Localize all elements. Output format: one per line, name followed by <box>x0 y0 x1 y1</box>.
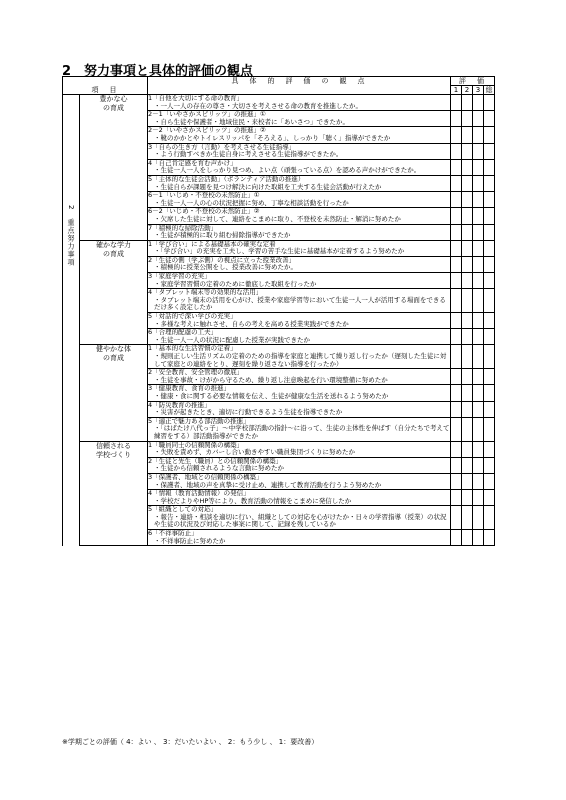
eval-cell[interactable] <box>484 385 495 401</box>
eval-cell[interactable] <box>484 289 495 313</box>
eval-cell[interactable] <box>462 313 473 329</box>
viewpoint-heading: 4「自己肯定感を育む声かけ」 <box>148 159 237 167</box>
eval-cell[interactable] <box>451 240 462 256</box>
eval-cell[interactable] <box>484 313 495 329</box>
eval-cell[interactable] <box>484 329 495 345</box>
viewpoint-cell <box>148 256 451 272</box>
viewpoint-detail: ・生徒を事故・けがから守るため、繰り返し注意喚起を行い環境整備に努めたか <box>154 375 388 384</box>
eval-cell[interactable] <box>462 240 473 256</box>
eval-cell[interactable] <box>473 240 484 256</box>
viewpoint-cell <box>148 457 451 473</box>
header-eval: 評 価 <box>451 77 495 86</box>
viewpoint-cell <box>148 143 451 159</box>
viewpoint-heading: 5「主体的な生徒会活動」（ボランティア活動の推進） <box>148 175 305 183</box>
eval-cell[interactable] <box>484 175 495 191</box>
eval-cell[interactable] <box>484 224 495 240</box>
category-label: 健やかな体 の育成 <box>96 345 131 363</box>
eval-cell[interactable] <box>473 143 484 159</box>
eval-cell[interactable] <box>462 457 473 473</box>
eval-cell[interactable] <box>484 192 495 208</box>
eval-cell[interactable] <box>451 417 462 441</box>
eval-cell[interactable] <box>484 240 495 256</box>
viewpoint-heading: 3「健康教育、食育の推進」 <box>148 385 231 393</box>
eval-col-3: 3 <box>473 86 484 95</box>
viewpoint-heading: 2「生徒の側（学ぶ側）の視点に立った授業改善」 <box>148 256 296 264</box>
table-row <box>63 441 495 457</box>
eval-cell[interactable] <box>473 457 484 473</box>
viewpoint-heading: 2－1「いやさかスピリッツ」の推進」① <box>148 111 266 119</box>
eval-cell[interactable] <box>473 111 484 127</box>
eval-cell[interactable] <box>462 530 473 546</box>
viewpoint-detail: ・規則正しい生活リズムの定着のための指導を家庭と連携して繰り返し行ったか（遅刻した生徒に対して家庭との連絡をとり、遅刻を繰り返さない指導を行ったか） <box>154 352 447 368</box>
eval-cell[interactable] <box>473 385 484 401</box>
header-item: 項 目 <box>63 77 148 95</box>
eval-cell[interactable] <box>451 441 462 457</box>
viewpoint-detail: ・積極的に授業公開をし、授業改善に努めたか。 <box>154 263 297 272</box>
viewpoint-detail: ・「はばたけ八代っ子」～中学校部活動の指針～に沿って、生徒の主体性を伸ばす（自分たちで考えて練習をする）部活動指導ができたか <box>154 424 450 440</box>
eval-cell[interactable] <box>462 159 473 175</box>
eval-cell[interactable] <box>484 473 495 489</box>
eval-cell[interactable] <box>473 256 484 272</box>
eval-cell[interactable] <box>484 369 495 385</box>
eval-cell[interactable] <box>451 224 462 240</box>
eval-cell[interactable] <box>451 329 462 345</box>
category-cell <box>80 95 148 241</box>
viewpoint-cell <box>148 490 451 506</box>
viewpoint-detail: ・よう行動すべきか生徒自身に考えさせる生徒指導ができたか。 <box>154 150 343 159</box>
eval-cell[interactable] <box>484 256 495 272</box>
eval-cell[interactable] <box>484 127 495 143</box>
viewpoint-heading: 2「安全教育、安全管理の徹底」 <box>148 369 244 377</box>
eval-cell[interactable] <box>462 385 473 401</box>
eval-cell[interactable] <box>484 273 495 289</box>
eval-cell[interactable] <box>462 369 473 385</box>
viewpoint-heading: 5「適正で魅力ある部活動の推進」 <box>148 417 250 425</box>
viewpoint-detail: ・欠席した生徒に対して、連絡をこまめに取り、不登校を未然防止・解消に努めたか <box>154 214 401 223</box>
viewpoint-cell <box>148 240 451 256</box>
viewpoint-cell <box>148 111 451 127</box>
viewpoint-detail: ・靴のかかとやトイレスリッパを「そろえる」、しっかり「聴く」指導ができたか <box>154 133 391 142</box>
eval-cell[interactable] <box>462 208 473 224</box>
eval-cell[interactable] <box>462 490 473 506</box>
viewpoint-cell <box>148 441 451 457</box>
eval-cell[interactable] <box>462 143 473 159</box>
viewpoint-detail: ・生徒が積極的に取り組む掃除指導ができたか <box>154 231 291 240</box>
viewpoint-cell <box>148 208 451 224</box>
viewpoint-cell <box>148 401 451 417</box>
eval-cell[interactable] <box>462 95 473 111</box>
eval-cell[interactable] <box>484 530 495 546</box>
eval-cell[interactable] <box>473 175 484 191</box>
viewpoint-detail: ・保護者、地域の声を真摯に受け止め、連携して教育活動を行うよう努めたか <box>154 480 382 489</box>
viewpoint-cell <box>148 273 451 289</box>
eval-cell[interactable] <box>451 273 462 289</box>
viewpoint-detail: ・自ら生徒や保護者・地域住民・来校者に「あいさつ」できたか。 <box>154 117 349 126</box>
viewpoint-cell <box>148 224 451 240</box>
viewpoint-cell <box>148 473 451 489</box>
table-row <box>63 95 495 111</box>
eval-col-2: 2 <box>462 86 473 95</box>
eval-cell[interactable] <box>451 127 462 143</box>
eval-cell[interactable] <box>484 506 495 530</box>
eval-cell[interactable] <box>451 506 462 530</box>
eval-cell[interactable] <box>451 369 462 385</box>
section-title: 2 努力事項と具体的評価の観点 <box>62 64 254 79</box>
eval-cell[interactable] <box>473 441 484 457</box>
category-cell <box>80 441 148 546</box>
eval-cell[interactable] <box>451 175 462 191</box>
eval-cell[interactable] <box>484 345 495 369</box>
eval-cell[interactable] <box>462 256 473 272</box>
eval-cell[interactable] <box>451 385 462 401</box>
eval-cell[interactable] <box>473 313 484 329</box>
eval-cell[interactable] <box>484 490 495 506</box>
eval-cell[interactable] <box>451 530 462 546</box>
viewpoint-cell <box>148 95 451 111</box>
viewpoint-heading: 4「情報（教育活動情報）の発信」 <box>148 490 250 498</box>
eval-cell[interactable] <box>462 401 473 417</box>
viewpoint-detail: ・生徒から信頼されるような言動に努めたか <box>154 464 284 473</box>
eval-cell[interactable] <box>462 289 473 313</box>
eval-cell[interactable] <box>462 473 473 489</box>
viewpoint-heading: 3「家庭学習の充実」 <box>148 273 211 281</box>
eval-cell[interactable] <box>473 369 484 385</box>
eval-cell[interactable] <box>473 289 484 313</box>
eval-cell[interactable] <box>473 95 484 111</box>
eval-cell[interactable] <box>451 256 462 272</box>
eval-cell[interactable] <box>451 143 462 159</box>
viewpoint-heading: 6「合理的配慮の工夫」 <box>148 329 218 337</box>
viewpoint-detail: ・不祥事防止に努めたか <box>154 536 226 545</box>
viewpoint-heading: 3「保護者、地域との信頼関係の構築」 <box>148 473 263 481</box>
viewpoint-heading: 5「対話的で深い学びの充実」 <box>148 313 237 321</box>
viewpoint-cell <box>148 175 451 191</box>
eval-cell[interactable] <box>462 127 473 143</box>
eval-cell[interactable] <box>473 224 484 240</box>
viewpoint-detail: ・生徒自らが課題を見つけ解決に向けた取組を工夫する生徒会活動が行えたか <box>154 182 382 191</box>
eval-cell[interactable] <box>462 175 473 191</box>
eval-cell[interactable] <box>473 127 484 143</box>
eval-cell[interactable] <box>462 273 473 289</box>
eval-cell[interactable] <box>462 224 473 240</box>
group-label: 2 重点努力事項 <box>67 205 75 267</box>
viewpoint-heading: 6－2「いじめ・不登校の未然防止」② <box>148 208 260 216</box>
viewpoint-heading: 5「組織としての対応」 <box>148 506 218 514</box>
evaluation-table <box>62 76 495 546</box>
eval-cell[interactable] <box>473 490 484 506</box>
viewpoint-cell <box>148 530 451 546</box>
eval-cell[interactable] <box>451 289 462 313</box>
viewpoint-cell <box>148 329 451 345</box>
eval-cell[interactable] <box>473 192 484 208</box>
eval-cell[interactable] <box>484 143 495 159</box>
eval-cell[interactable] <box>473 159 484 175</box>
eval-cell[interactable] <box>484 457 495 473</box>
category-label: 豊かな心 の育成 <box>99 95 128 112</box>
eval-cell[interactable] <box>484 208 495 224</box>
viewpoint-heading: 6－1「いじめ・不登校の未然防止」① <box>148 192 260 200</box>
eval-cell[interactable] <box>451 208 462 224</box>
viewpoint-cell <box>148 385 451 401</box>
viewpoint-cell <box>148 345 451 369</box>
viewpoint-cell <box>148 159 451 175</box>
eval-cell[interactable] <box>473 530 484 546</box>
eval-cell[interactable] <box>484 95 495 111</box>
eval-cell[interactable] <box>473 345 484 369</box>
viewpoint-cell <box>148 506 451 530</box>
eval-cell[interactable] <box>451 95 462 111</box>
eval-cell[interactable] <box>473 208 484 224</box>
viewpoint-detail: ・学校だよりやHP等により、教育活動の情報をこまめに発信したか <box>154 496 352 505</box>
viewpoint-cell <box>148 369 451 385</box>
eval-cell[interactable] <box>451 313 462 329</box>
viewpoint-detail: ・生徒一人一人の状況に配慮した授業が実践できたか <box>154 335 310 344</box>
eval-cell[interactable] <box>451 192 462 208</box>
eval-cell[interactable] <box>473 473 484 489</box>
eval-cell[interactable] <box>484 401 495 417</box>
eval-cell[interactable] <box>484 417 495 441</box>
viewpoint-heading: 2－2「いやさかスピリッツ」の推進」② <box>148 127 266 135</box>
header-viewpoint: 具 体 的 評 価 の 観 点 <box>148 77 451 95</box>
eval-cell[interactable] <box>451 159 462 175</box>
viewpoint-heading: 1「基本的な生活習慣の定着」 <box>148 345 237 353</box>
eval-cell[interactable] <box>451 111 462 127</box>
eval-col-total: 総 <box>485 86 493 94</box>
eval-cell[interactable] <box>451 401 462 417</box>
eval-cell[interactable] <box>451 457 462 473</box>
viewpoint-detail: ・「学び合い」の充実を工夫し、学習の苦手な生徒に基礎基本が定着するよう努めたか <box>154 247 405 256</box>
eval-cell[interactable] <box>462 441 473 457</box>
viewpoint-detail: ・生徒一人一人の心の状況把握に努め、丁寧な相談活動を行ったか <box>154 198 349 207</box>
table-row <box>63 345 495 369</box>
viewpoint-cell <box>148 192 451 208</box>
viewpoint-detail: ・失敗を責めず、カバーし合い動きやすい職員集団づくりに努めたか <box>154 448 355 457</box>
category-label: 信頼される 学校づくり <box>96 441 131 459</box>
viewpoint-heading: 6「不祥事防止」 <box>148 530 198 538</box>
eval-cell[interactable] <box>462 192 473 208</box>
viewpoint-cell <box>148 127 451 143</box>
viewpoint-detail: ・生徒一人一人をしっかり見つめ、よい点（頑張っている点）を認める声かけができたか。 <box>154 166 421 175</box>
viewpoint-detail: ・報告・連絡・相談を適切に行い、組織としての対応を心がけたか・日々の学習指導（授業）の状況や生徒の状況及び対応した事案に関して、記録を残しているか <box>154 512 447 529</box>
eval-cell[interactable] <box>462 111 473 127</box>
viewpoint-heading: 1「学び合い」による基礎基本の確実な定着 <box>148 240 276 248</box>
category-cell <box>80 240 148 345</box>
eval-cell[interactable] <box>462 329 473 345</box>
eval-col-1: 1 <box>451 86 462 95</box>
category-cell <box>80 345 148 441</box>
viewpoint-heading: 7「積極的な掃除活動」 <box>148 224 218 232</box>
eval-cell[interactable] <box>473 401 484 417</box>
eval-cell[interactable] <box>484 441 495 457</box>
eval-cell[interactable] <box>462 506 473 530</box>
eval-cell[interactable] <box>484 111 495 127</box>
eval-cell[interactable] <box>451 345 462 369</box>
viewpoint-cell <box>148 289 451 313</box>
viewpoint-cell <box>148 313 451 329</box>
eval-cell[interactable] <box>473 506 484 530</box>
eval-cell[interactable] <box>484 159 495 175</box>
viewpoint-heading: 3「自らの生き方（言動）を考えさせる生徒指導」 <box>148 143 296 151</box>
eval-cell[interactable] <box>473 329 484 345</box>
eval-cell[interactable] <box>451 473 462 489</box>
viewpoint-heading: 4「防災教育の推進」 <box>148 401 211 409</box>
viewpoint-cell <box>148 417 451 441</box>
viewpoint-detail: ・健康・食に関する必要な情報を伝え、生徒が健康な生活を送れるよう努めたか <box>154 391 389 400</box>
viewpoint-heading: 2「生徒と先生（職員）との信頼関係の構築」 <box>148 457 283 465</box>
eval-cell[interactable] <box>462 417 473 441</box>
viewpoint-detail: ・家庭学習習慣の定着のために徹底した取組を行ったか <box>154 279 317 288</box>
eval-cell[interactable] <box>473 273 484 289</box>
viewpoint-heading: 1「職員同士の信頼関係の構築」 <box>148 441 244 449</box>
viewpoint-heading: 1「自他を大切にする命の教育」 <box>148 95 244 102</box>
category-label: 確かな学力 の育成 <box>96 240 131 258</box>
viewpoint-detail: ・一人一人の存在の尊さ・大切さを考えさせる命の教育を推進したか。 <box>154 101 362 110</box>
group-label-cell <box>63 95 80 546</box>
viewpoint-detail: ・タブレット端末の活用を心がけ、授業や家庭学習等において生徒一人一人が活用する場面をできるだけ多く設定したか <box>154 295 446 312</box>
eval-cell[interactable] <box>462 345 473 369</box>
eval-cell[interactable] <box>473 417 484 441</box>
viewpoint-detail: ・多様な考えに触れさせ、自らの考えを高める授業実践ができたか <box>154 319 349 328</box>
eval-cell[interactable] <box>451 490 462 506</box>
table-row <box>63 240 495 256</box>
footnote: ※学期ごとの評価（ 4：よい 、 3：だいたいよい 、 2：もう少し 、 1：要改善） <box>62 738 319 746</box>
viewpoint-detail: ・災害が起きたとき、適切に行動できるよう生徒を指導できたか <box>154 408 343 417</box>
viewpoint-heading: 4「タブレット端末等の効果的な活用」 <box>148 289 263 297</box>
